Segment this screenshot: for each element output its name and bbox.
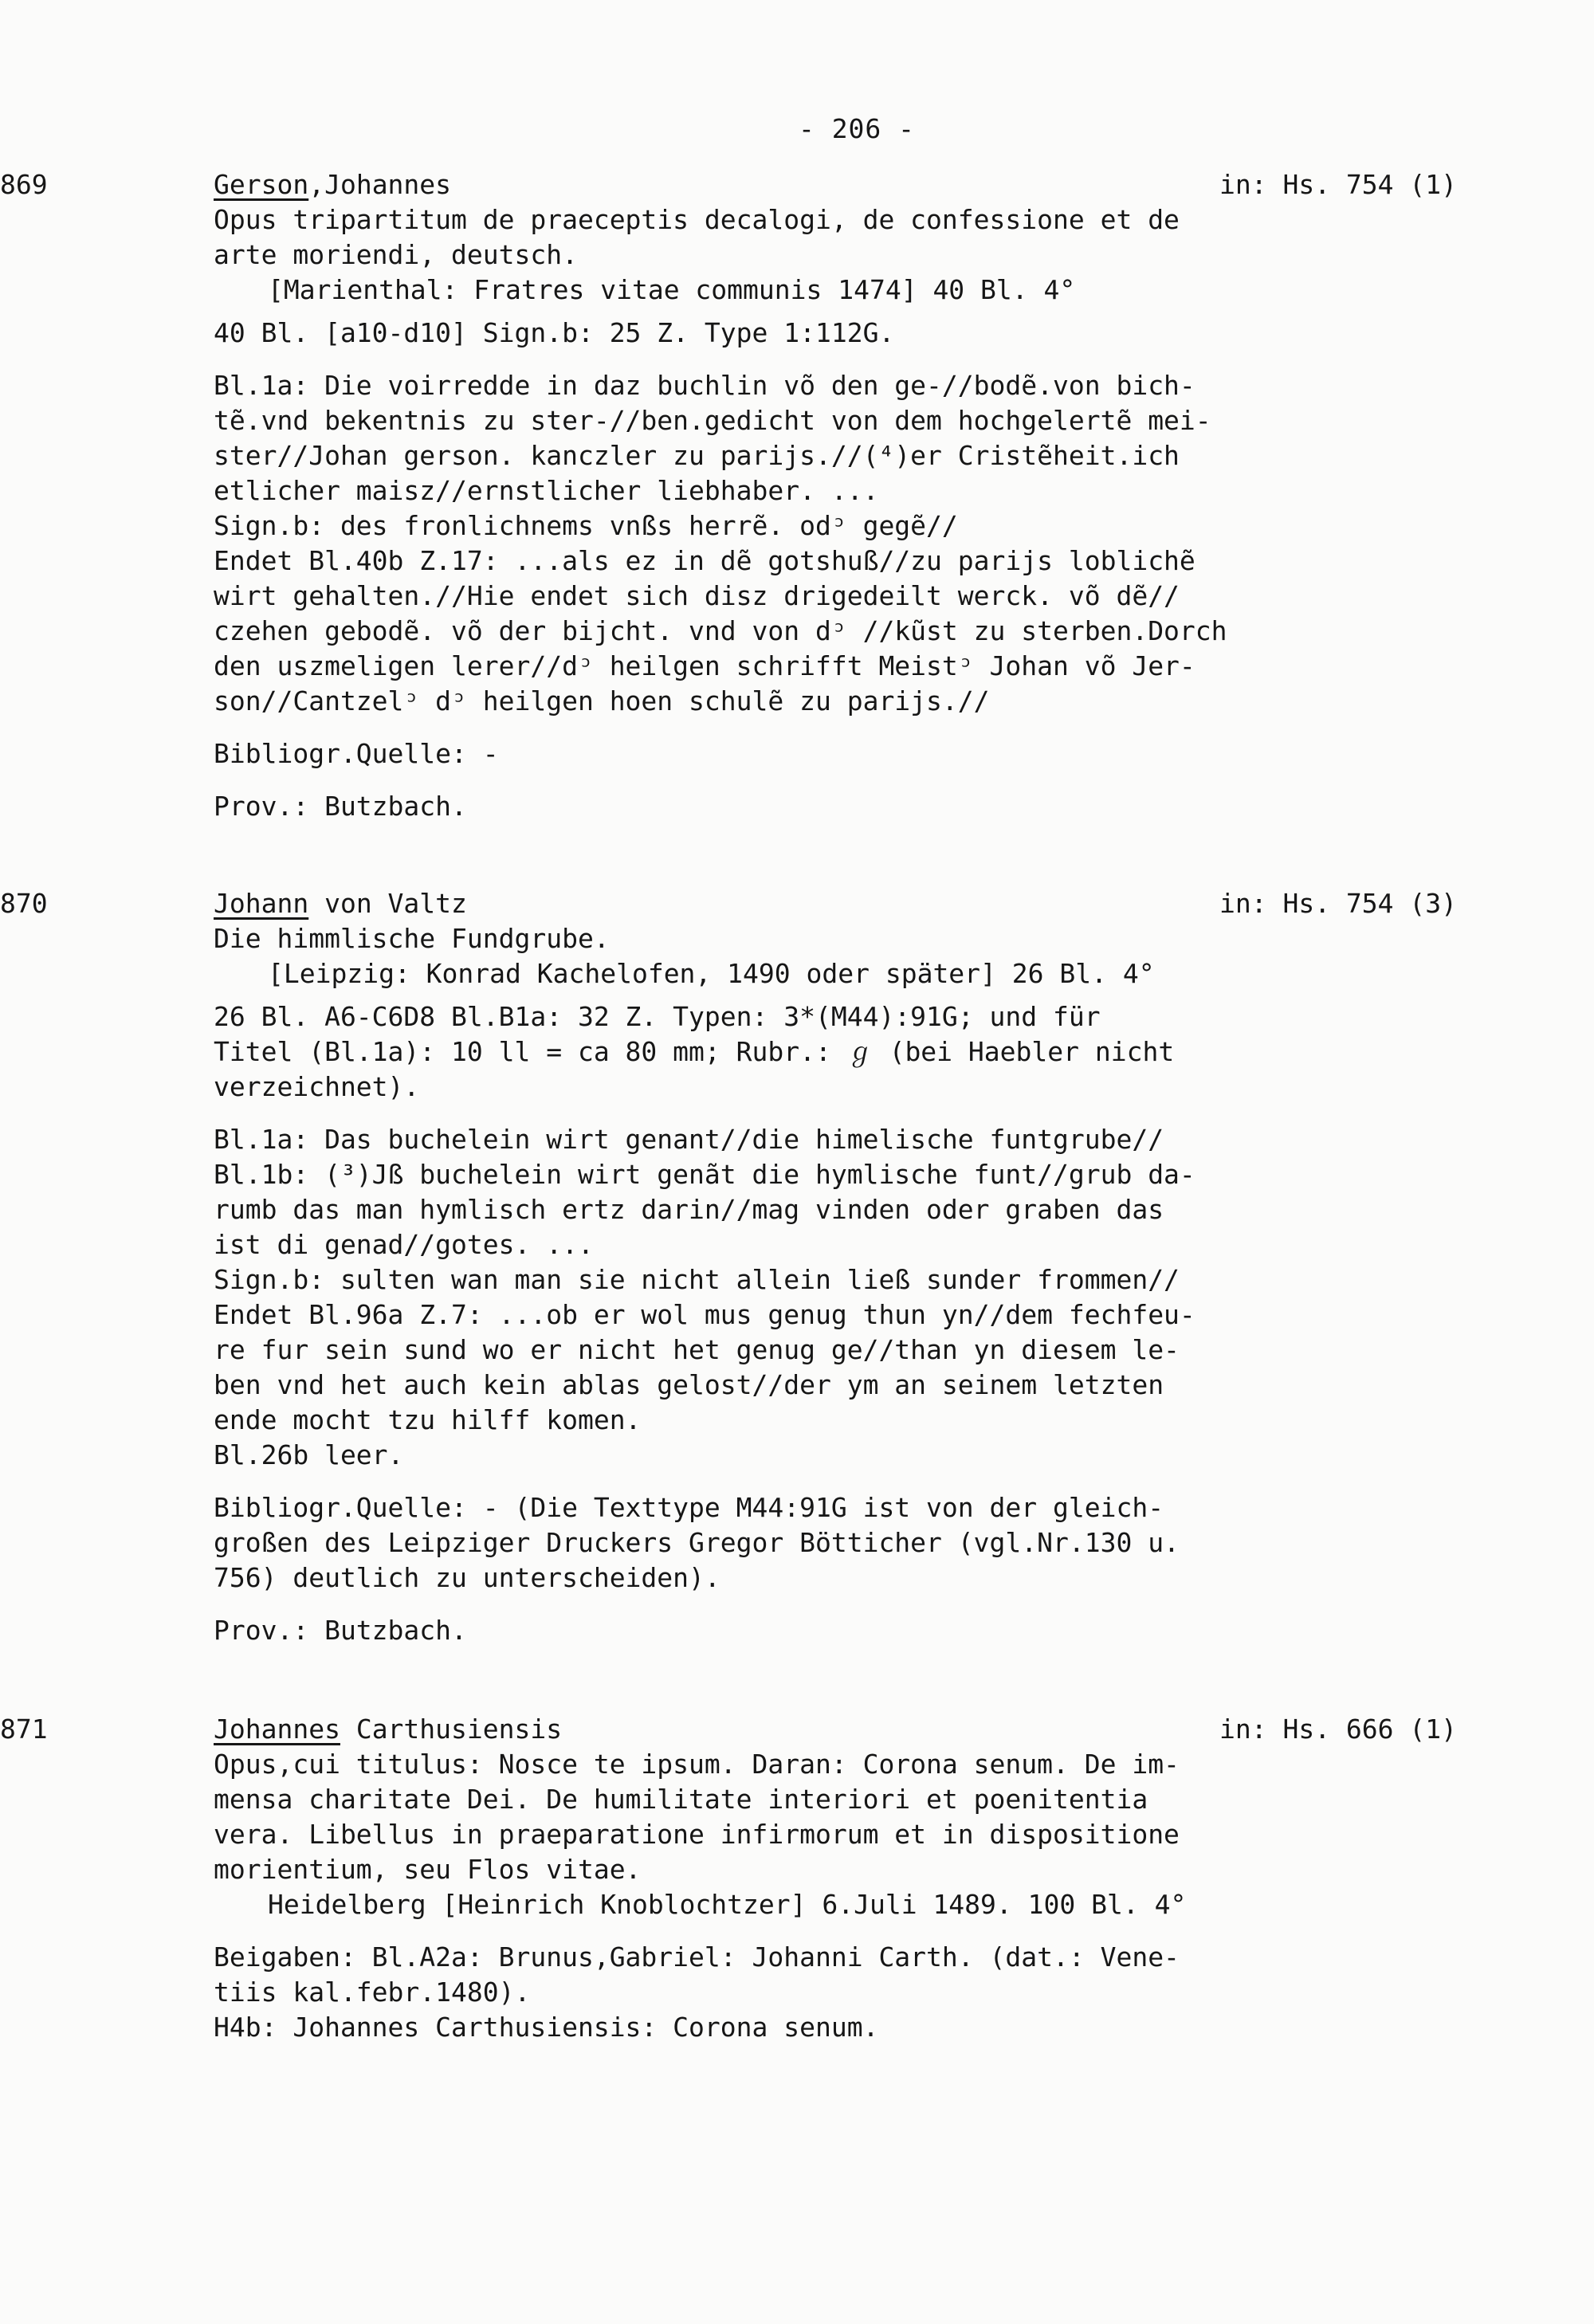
bibliogr-source: Bibliogr.Quelle: - (Die Texttype M44:91G ist von der gleich- — [214, 1492, 1164, 1523]
title-line: mensa charitate Dei. De humilitate interiori et poenitentia — [214, 1784, 1148, 1815]
collation: 40 Bl. [a10-d10] Sign.b: 25 Z. Type 1:112G. — [214, 317, 895, 348]
imprint: [Leipzig: Konrad Kachelofen, 1490 oder später] 26 Bl. 4° — [268, 958, 1155, 989]
beigaben: tiis kal.febr.1480). — [214, 1977, 531, 2008]
entry-location: in: Hs. 754 (1) — [1219, 169, 1457, 200]
page-number: - 206 - — [798, 113, 916, 144]
text-line: ben vnd het auch kein ablas gelost//der ym an seinem letzten — [214, 1369, 1164, 1400]
text-line: Endet Bl.40b Z.17: ...als ez in dẽ gotshuß//zu parijs loblichẽ — [214, 545, 1196, 576]
entry-location: in: Hs. 754 (3) — [1219, 888, 1457, 919]
text-line: rumb das man hymlisch ertz darin//mag vinden oder graben das — [214, 1194, 1164, 1225]
entry-location: in: Hs. 666 (1) — [1219, 1714, 1457, 1745]
author-surname: Johann — [214, 888, 309, 919]
text-line: Bl.1a: Das buchelein wirt genant//die himelische funtgrube// — [214, 1124, 1164, 1155]
entry-number: 871 — [0, 1714, 48, 1745]
provenance: Prov.: Butzbach. — [214, 791, 467, 822]
collation: Titel (Bl.1a): 10 ll = ca 80 mm; Rubr.: ℊ (bei Haebler nicht — [214, 1036, 1175, 1067]
entry-author — [214, 1712, 562, 1747]
text-line: re fur sein sund wo er nicht het genug ge//than yn diesem le- — [214, 1334, 1180, 1365]
author-surname: Johannes — [214, 1714, 340, 1745]
text-line: Bl.1b: (³)Jß buchelein wirt genãt die hymlische funt//grub da- — [214, 1159, 1196, 1190]
bibliogr-source: Bibliogr.Quelle: - — [214, 738, 499, 769]
text-line: wirt gehalten.//Hie endet sich disz drigedeilt werck. võ dẽ// — [214, 580, 1180, 611]
title-line: vera. Libellus in praeparatione infirmorum et in dispositione — [214, 1819, 1180, 1850]
entry-number: 870 — [0, 888, 48, 919]
catalog-entry — [0, 167, 1457, 824]
author-surname: Gerson — [214, 169, 309, 200]
bibliogr-source: großen des Leipziger Druckers Gregor Bötticher (vgl.Nr.130 u. — [214, 1527, 1180, 1558]
beigaben: H4b: Johannes Carthusiensis: Corona senum. — [214, 2012, 879, 2043]
entry-heading — [0, 1712, 1457, 1747]
beigaben: Beigaben: Bl.A2a: Brunus,Gabriel: Johanni Carth. (dat.: Vene- — [214, 1941, 1180, 1973]
title-line: Opus,cui titulus: Nosce te ipsum. Daran: Corona senum. De im- — [214, 1749, 1180, 1780]
catalog-entry — [0, 1712, 1457, 2045]
author-given: Carthusiensis — [340, 1714, 563, 1745]
text-line: czehen gebodẽ. võ der bijcht. vnd von dᵓ //kũst zu sterben.Dorch — [214, 615, 1227, 646]
title-line: morientium, seu Flos vitae. — [214, 1854, 642, 1885]
bibliogr-source: 756) deutlich zu unterscheiden). — [214, 1562, 720, 1593]
entry-heading — [0, 886, 1457, 921]
text-line: ist di genad//gotes. ... — [214, 1229, 594, 1260]
text-line: son//Cantzelᵓ dᵓ heilgen hoen schulẽ zu parijs.// — [214, 685, 990, 716]
author-given: von Valtz — [308, 888, 467, 919]
provenance: Prov.: Butzbach. — [214, 1615, 467, 1646]
text-line: Sign.b: sulten wan man sie nicht allein ließ sunder frommen// — [214, 1264, 1180, 1295]
text-line: Bl.26b leer. — [214, 1439, 404, 1470]
entry-number: 869 — [0, 169, 48, 200]
title-line: arte moriendi, deutsch. — [214, 239, 578, 270]
text-line: Bl.1a: Die voirredde in daz buchlin võ den ge-//bodẽ.von bich- — [214, 370, 1196, 401]
text-line: etlicher maisz//ernstlicher liebhaber. ... — [214, 475, 879, 506]
text-line: ster//Johan gerson. kanczler zu parijs.//(⁴)er Cristẽheit.ich — [214, 440, 1180, 471]
imprint: [Marienthal: Fratres vitae communis 1474] 40 Bl. 4° — [268, 274, 1076, 305]
imprint: Heidelberg [Heinrich Knoblochtzer] 6.Juli 1489. 100 Bl. 4° — [268, 1889, 1187, 1920]
text-line: den uszmeligen lerer//dᵓ heilgen schrifft Meistᵓ Johan võ Jer- — [214, 650, 1196, 681]
catalog-entry — [0, 886, 1457, 1648]
title-line: Die himmlische Fundgrube. — [214, 923, 610, 954]
title-line: Opus tripartitum de praeceptis decalogi, de confessione et de — [214, 204, 1180, 235]
entry-heading — [0, 167, 1457, 202]
text-line: Sign.b: des fronlichnems vnßs herrẽ. odᵓ gegẽ// — [214, 510, 958, 541]
text-line: tẽ.vnd bekentnis zu ster-//ben.gedicht von dem hochgelertẽ mei- — [214, 405, 1211, 436]
entry-author — [214, 886, 467, 921]
entry-author — [214, 167, 451, 202]
author-given: ,Johannes — [308, 169, 452, 200]
collation: verzeichnet). — [214, 1071, 420, 1102]
text-line: ende mocht tzu hilff komen. — [214, 1404, 642, 1435]
collation: 26 Bl. A6-C6D8 Bl.B1a: 32 Z. Typen: 3*(M44):91G; und für — [214, 1001, 1101, 1032]
text-line: Endet Bl.96a Z.7: ...ob er wol mus genug thun yn//dem fechfeu- — [214, 1299, 1196, 1330]
